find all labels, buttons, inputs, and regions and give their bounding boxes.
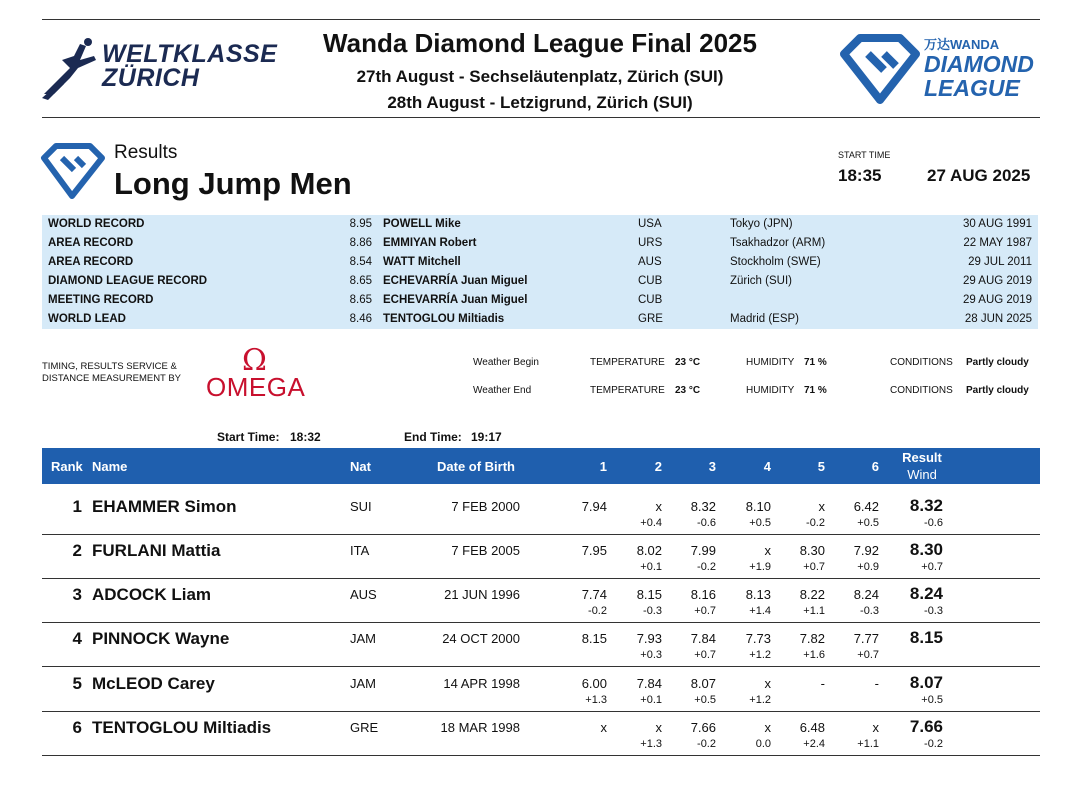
result-wind: +0.5 bbox=[921, 694, 943, 706]
record-nat: USA bbox=[638, 218, 662, 230]
conditions-label: CONDITIONS bbox=[890, 357, 953, 368]
results-label: Results bbox=[114, 142, 178, 163]
attempt-mark: 8.32 bbox=[690, 499, 716, 514]
athlete-name: PINNOCK Wayne bbox=[92, 629, 230, 648]
diamond-text: DIAMOND bbox=[924, 51, 1034, 77]
record-type: WORLD RECORD bbox=[48, 218, 145, 230]
nationality-cell: JAM bbox=[350, 676, 376, 691]
attempt-mark: 8.22 bbox=[799, 587, 825, 602]
end-temperature: 23 °C bbox=[675, 385, 701, 396]
table-row bbox=[42, 534, 1040, 579]
attempt-mark: 8.02 bbox=[636, 543, 662, 558]
wanda-sponsor-text: 万达WANDA bbox=[924, 37, 1000, 52]
record-mark: 8.86 bbox=[349, 237, 372, 249]
header-attempt-5: 5 bbox=[817, 459, 825, 474]
record-row bbox=[42, 310, 1038, 329]
attempt-wind: -0.3 bbox=[643, 605, 662, 617]
start-time-label: START TIME bbox=[838, 150, 891, 160]
attempt-mark: 8.30 bbox=[799, 543, 825, 558]
header-rank: Rank bbox=[51, 459, 83, 474]
attempt-mark: 6.48 bbox=[799, 720, 825, 735]
record-nat: AUS bbox=[638, 256, 662, 268]
competition-end-time: 19:17 bbox=[471, 430, 502, 444]
attempt-wind: +0.5 bbox=[857, 517, 879, 529]
conditions-label: CONDITIONS bbox=[890, 385, 953, 396]
record-holder: ECHEVARRÍA Juan Miguel bbox=[383, 275, 528, 287]
record-nat: URS bbox=[638, 237, 663, 249]
result-mark: 7.66 bbox=[909, 717, 943, 736]
record-date: 29 AUG 2019 bbox=[962, 294, 1032, 306]
attempt-wind: +0.5 bbox=[694, 694, 716, 706]
table-row bbox=[42, 667, 1040, 712]
attempt-wind: +2.4 bbox=[803, 738, 825, 750]
attempt-wind: -0.3 bbox=[860, 605, 879, 617]
results-table-header bbox=[42, 448, 1040, 484]
record-holder: POWELL Mike bbox=[383, 218, 461, 230]
weather-begin-label: Weather Begin bbox=[473, 357, 539, 368]
athlete-name: EHAMMER Simon bbox=[92, 497, 237, 516]
record-nat: CUB bbox=[638, 275, 663, 287]
attempt-wind: +0.1 bbox=[640, 561, 662, 573]
attempt-mark: x bbox=[655, 499, 662, 514]
attempt-mark: 7.82 bbox=[799, 631, 825, 646]
meeting-subtitle-1: 27th August - Sechseläutenplatz, Zürich (SUI) bbox=[356, 67, 724, 86]
omega-logo: OMEGA bbox=[206, 372, 306, 402]
header-attempt-2: 2 bbox=[654, 459, 662, 474]
attempt-wind: +1.2 bbox=[749, 694, 771, 706]
attempt-mark: 7.93 bbox=[636, 631, 662, 646]
attempt-mark: 8.15 bbox=[581, 631, 607, 646]
attempt-mark: 7.92 bbox=[853, 543, 879, 558]
attempt-mark: 7.77 bbox=[853, 631, 879, 646]
table-row bbox=[42, 578, 1040, 623]
record-holder: TENTOGLOU Miltiadis bbox=[383, 313, 505, 325]
record-holder: ECHEVARRÍA Juan Miguel bbox=[383, 294, 528, 306]
record-row bbox=[42, 291, 1038, 310]
diamond-icon bbox=[838, 32, 922, 108]
attempt-mark: 6.00 bbox=[581, 676, 607, 691]
attempt-wind: +1.1 bbox=[803, 605, 825, 617]
end-conditions: Partly cloudy bbox=[966, 385, 1029, 396]
records-table bbox=[42, 215, 1038, 329]
date-of-birth-cell: 21 JUN 1996 bbox=[444, 587, 520, 602]
header-attempt-4: 4 bbox=[763, 459, 771, 474]
record-venue: Zürich (SUI) bbox=[730, 275, 792, 287]
date-of-birth-cell: 7 FEB 2000 bbox=[451, 499, 520, 514]
weather-end-label: Weather End bbox=[473, 385, 532, 396]
rank-cell: 2 bbox=[72, 541, 82, 560]
attempt-wind: +1.3 bbox=[585, 694, 607, 706]
attempt-mark: 8.10 bbox=[745, 499, 771, 514]
table-row bbox=[42, 711, 1040, 755]
attempt-wind: +1.1 bbox=[857, 738, 879, 750]
date-of-birth-cell: 14 APR 1998 bbox=[443, 676, 520, 691]
record-mark: 8.54 bbox=[349, 256, 372, 268]
meeting-subtitle-2: 28th August - Letzigrund, Zürich (SUI) bbox=[387, 93, 693, 112]
competition-start-time: 18:32 bbox=[290, 430, 321, 444]
athlete-icon bbox=[40, 38, 100, 102]
record-mark: 8.46 bbox=[349, 313, 372, 325]
header-nat: Nat bbox=[350, 459, 371, 474]
athlete-name: TENTOGLOU Miltiadis bbox=[92, 718, 272, 737]
attempt-wind: -0.2 bbox=[697, 738, 716, 750]
attempt-wind: +0.1 bbox=[640, 694, 662, 706]
attempt-wind: +0.7 bbox=[694, 605, 716, 617]
record-holder: EMMIYAN Robert bbox=[383, 237, 477, 249]
diamond-small-icon bbox=[40, 142, 106, 200]
attempt-wind: +0.4 bbox=[640, 517, 662, 529]
header-result: Result bbox=[902, 450, 942, 465]
record-nat: GRE bbox=[638, 313, 663, 325]
result-wind: -0.3 bbox=[924, 605, 943, 617]
attempt-mark: 7.84 bbox=[636, 676, 662, 691]
record-nat: CUB bbox=[638, 294, 663, 306]
attempt-wind: +0.3 bbox=[640, 649, 662, 661]
rank-cell: 3 bbox=[72, 585, 82, 604]
athlete-name: FURLANI Mattia bbox=[92, 541, 221, 560]
diamond-league-logo bbox=[838, 30, 1048, 110]
attempt-mark: x bbox=[818, 499, 825, 514]
header-dob: Date of Birth bbox=[437, 459, 515, 474]
result-wind: -0.2 bbox=[924, 738, 943, 750]
attempt-wind: +0.7 bbox=[694, 649, 716, 661]
attempt-mark: x bbox=[764, 676, 771, 691]
record-date: 30 AUG 1991 bbox=[962, 218, 1032, 230]
header-rule bbox=[42, 117, 1040, 118]
record-venue: Tsakhadzor (ARM) bbox=[730, 237, 826, 249]
attempt-wind: 0.0 bbox=[755, 738, 771, 750]
attempt-wind: +1.2 bbox=[749, 649, 771, 661]
attempt-wind: +0.7 bbox=[803, 561, 825, 573]
record-date: 29 AUG 2019 bbox=[962, 275, 1032, 287]
end-humidity: 71 % bbox=[804, 385, 827, 396]
nationality-cell: JAM bbox=[350, 631, 376, 646]
attempt-wind: +0.7 bbox=[857, 649, 879, 661]
begin-temperature: 23 °C bbox=[675, 357, 701, 368]
date-of-birth-cell: 7 FEB 2005 bbox=[451, 543, 520, 558]
attempt-mark: 7.84 bbox=[690, 631, 716, 646]
meeting-title: Wanda Diamond League Final 2025 bbox=[323, 28, 757, 58]
record-date: 22 MAY 1987 bbox=[963, 237, 1032, 249]
record-type: DIAMOND LEAGUE RECORD bbox=[48, 275, 208, 287]
record-mark: 8.65 bbox=[349, 294, 372, 306]
record-mark: 8.95 bbox=[349, 218, 372, 230]
event-title: Long Jump Men bbox=[114, 166, 352, 201]
record-row bbox=[42, 215, 1038, 234]
attempt-wind: +1.4 bbox=[749, 605, 771, 617]
attempt-mark: 7.94 bbox=[581, 499, 607, 514]
attempt-mark: x bbox=[655, 720, 662, 735]
result-mark: 8.07 bbox=[909, 673, 943, 692]
header-attempt-6: 6 bbox=[871, 459, 879, 474]
bottom-rule bbox=[42, 755, 1040, 756]
record-row bbox=[42, 253, 1038, 272]
result-wind: -0.6 bbox=[924, 517, 943, 529]
attempt-mark: 8.16 bbox=[690, 587, 716, 602]
record-type: MEETING RECORD bbox=[48, 294, 154, 306]
header-attempt-1: 1 bbox=[599, 459, 607, 474]
record-holder: WATT Mitchell bbox=[383, 256, 461, 268]
athlete-name: McLEOD Carey bbox=[92, 674, 215, 693]
date-of-birth-cell: 18 MAR 1998 bbox=[440, 720, 520, 735]
attempt-mark: x bbox=[764, 543, 771, 558]
record-date: 28 JUN 2025 bbox=[964, 313, 1032, 325]
competition-end-label: End Time: bbox=[404, 430, 462, 444]
result-mark: 8.32 bbox=[909, 496, 943, 515]
begin-humidity: 71 % bbox=[804, 357, 827, 368]
record-venue: Tokyo (JPN) bbox=[730, 218, 793, 230]
attempt-mark: 6.42 bbox=[853, 499, 879, 514]
header-name: Name bbox=[92, 459, 128, 474]
record-mark: 8.65 bbox=[349, 275, 372, 287]
attempt-mark: x bbox=[600, 720, 607, 735]
humidity-label: HUMIDITY bbox=[746, 385, 795, 396]
rank-cell: 5 bbox=[72, 674, 82, 693]
start-time: 18:35 bbox=[838, 166, 882, 185]
attempt-wind: -0.2 bbox=[588, 605, 607, 617]
record-type: WORLD LEAD bbox=[48, 313, 126, 325]
attempt-wind: -0.2 bbox=[697, 561, 716, 573]
table-row bbox=[42, 490, 1040, 535]
record-type: AREA RECORD bbox=[48, 256, 134, 268]
zurich-text: ZÜRICH bbox=[102, 64, 200, 92]
attempt-mark: - bbox=[874, 676, 879, 691]
table-row bbox=[42, 622, 1040, 667]
record-venue: Stockholm (SWE) bbox=[730, 256, 821, 268]
nationality-cell: ITA bbox=[350, 543, 370, 558]
result-wind: +0.7 bbox=[921, 561, 943, 573]
record-row bbox=[42, 234, 1038, 253]
header-attempt-3: 3 bbox=[708, 459, 716, 474]
attempt-wind: +1.3 bbox=[640, 738, 662, 750]
result-mark: 8.15 bbox=[909, 628, 943, 647]
temperature-label: TEMPERATURE bbox=[590, 357, 665, 368]
attempt-mark: 7.74 bbox=[581, 587, 607, 602]
nationality-cell: GRE bbox=[350, 720, 379, 735]
attempt-mark: 7.99 bbox=[690, 543, 716, 558]
attempt-mark: 8.24 bbox=[853, 587, 879, 602]
top-rule bbox=[42, 19, 1040, 20]
record-date: 29 JUL 2011 bbox=[968, 256, 1032, 268]
attempt-wind: -0.6 bbox=[697, 517, 716, 529]
result-mark: 8.30 bbox=[909, 540, 943, 559]
attempt-mark: x bbox=[872, 720, 879, 735]
event-date: 27 AUG 2025 bbox=[927, 166, 1031, 185]
humidity-label: HUMIDITY bbox=[746, 357, 795, 368]
begin-conditions: Partly cloudy bbox=[966, 357, 1029, 368]
attempt-mark: 7.73 bbox=[745, 631, 771, 646]
attempt-mark: 8.15 bbox=[636, 587, 662, 602]
attempt-wind: +1.9 bbox=[749, 561, 771, 573]
result-mark: 8.24 bbox=[909, 584, 943, 603]
nationality-cell: AUS bbox=[350, 587, 377, 602]
competition-start-label: Start Time: bbox=[217, 430, 280, 444]
weltklasse-text: WELTKLASSE bbox=[102, 40, 278, 68]
date-of-birth-cell: 24 OCT 2000 bbox=[442, 631, 520, 646]
header-wind: Wind bbox=[907, 467, 937, 482]
attempt-mark: 8.07 bbox=[690, 676, 716, 691]
record-type: AREA RECORD bbox=[48, 237, 134, 249]
temperature-label: TEMPERATURE bbox=[590, 385, 665, 396]
attempt-wind: +0.5 bbox=[749, 517, 771, 529]
attempt-wind: +0.9 bbox=[857, 561, 879, 573]
rank-cell: 6 bbox=[72, 718, 82, 737]
rank-cell: 1 bbox=[72, 497, 82, 516]
weltklasse-logo bbox=[40, 38, 280, 102]
athlete-name: ADCOCK Liam bbox=[92, 585, 212, 604]
nationality-cell: SUI bbox=[350, 499, 372, 514]
attempt-mark: - bbox=[820, 676, 825, 691]
omega-symbol-icon: Ω bbox=[242, 343, 267, 378]
attempt-wind: +1.6 bbox=[803, 649, 825, 661]
record-venue: Madrid (ESP) bbox=[730, 313, 800, 325]
attempt-wind: -0.2 bbox=[806, 517, 825, 529]
attempt-mark: 8.13 bbox=[745, 587, 771, 602]
attempt-mark: 7.66 bbox=[690, 720, 716, 735]
timing-line-2: DISTANCE MEASUREMENT BY bbox=[42, 373, 182, 384]
league-text: LEAGUE bbox=[924, 75, 1020, 101]
rank-cell: 4 bbox=[72, 629, 82, 648]
record-row bbox=[42, 272, 1038, 291]
attempt-mark: x bbox=[764, 720, 771, 735]
timing-line-1: TIMING, RESULTS SERVICE & bbox=[42, 361, 177, 372]
attempt-mark: 7.95 bbox=[581, 543, 607, 558]
